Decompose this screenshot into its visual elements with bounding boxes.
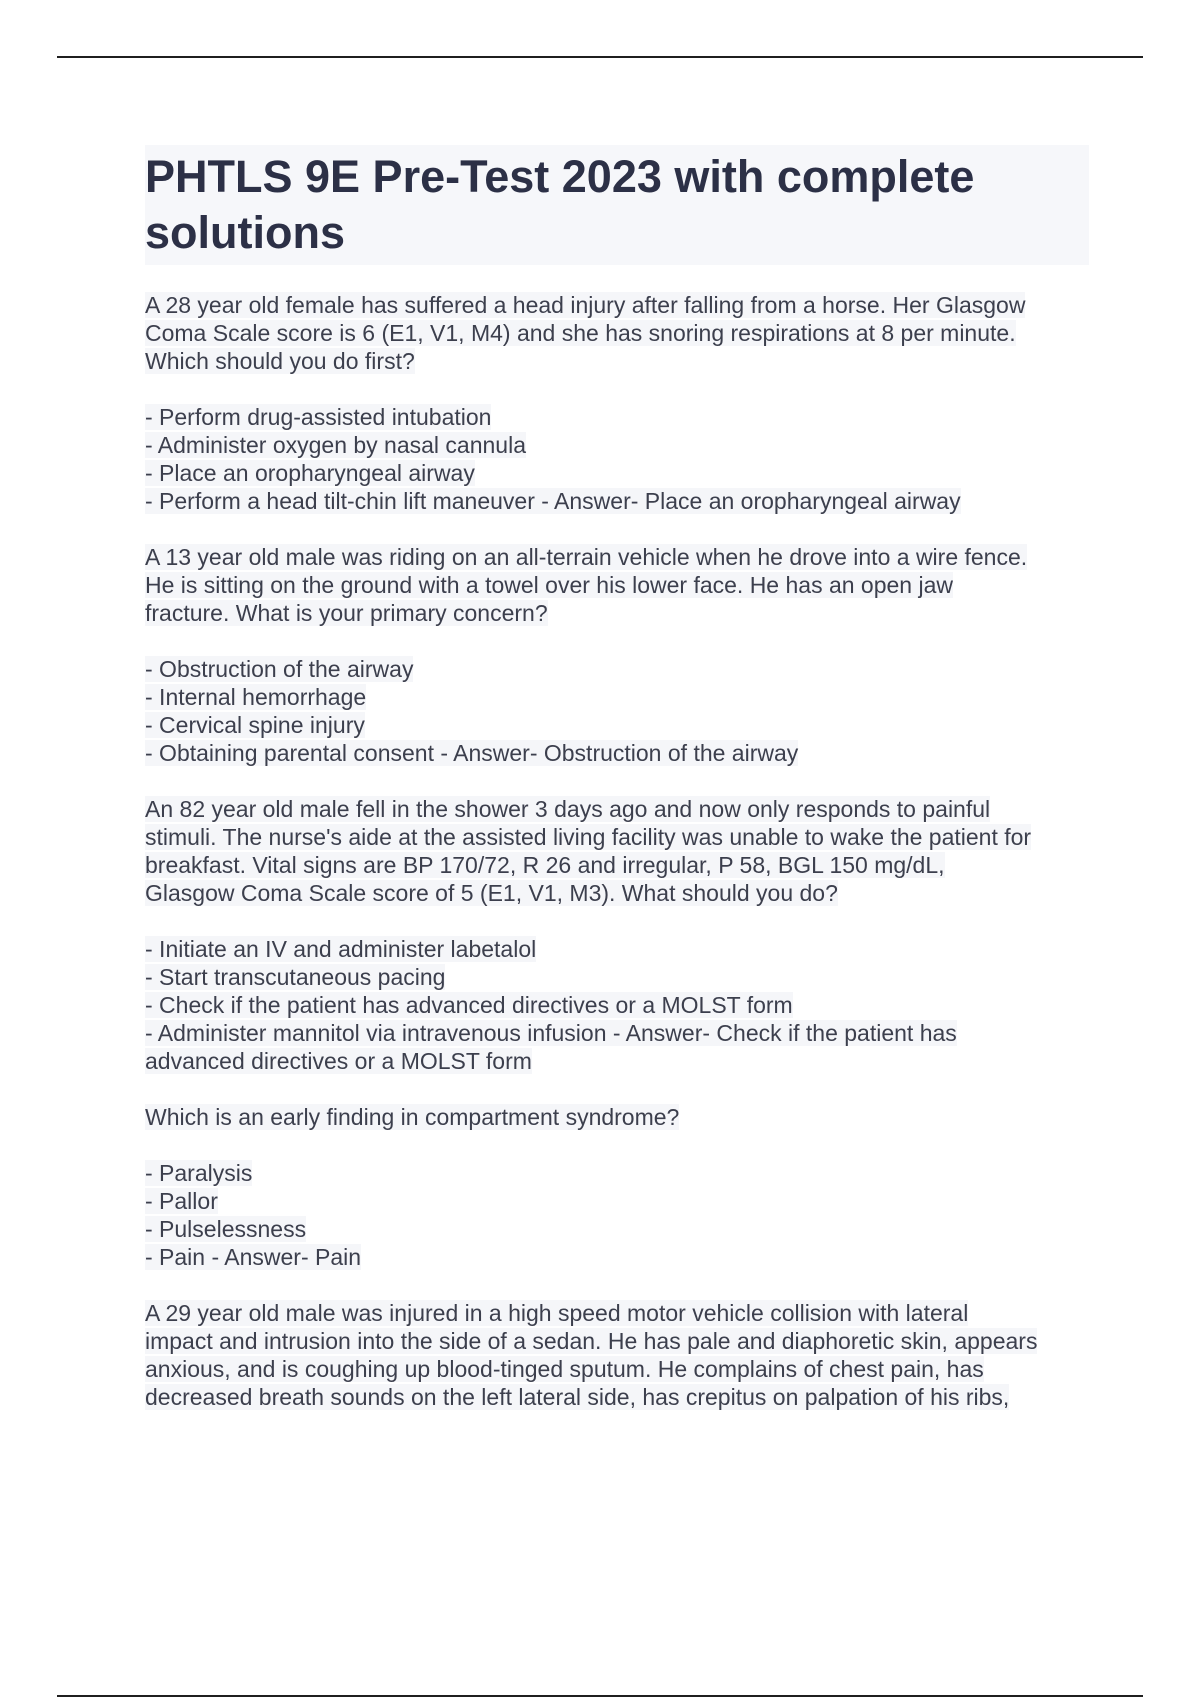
stem-line <box>145 851 1089 879</box>
question-stem <box>145 1103 1089 1131</box>
stem-line <box>145 319 1089 347</box>
stem-line-text: breakfast. Vital signs are BP 170/72, R 26 and irregular, P 58, BGL 150 mg/dL, <box>145 852 945 878</box>
question-stem <box>145 795 1089 907</box>
document-body <box>145 145 1089 1411</box>
option-line-text: - Administer mannitol via intravenous infusion - Answer- Check if the patient has <box>145 1020 957 1046</box>
stem-line <box>145 291 1089 319</box>
option-line-text: - Internal hemorrhage <box>145 684 367 710</box>
stem-line <box>145 1327 1089 1355</box>
option-line-text: - Obstruction of the airway <box>145 656 414 682</box>
answer-options <box>145 655 1089 767</box>
answer-options <box>145 403 1089 515</box>
question-block <box>145 1103 1089 1271</box>
option-line <box>145 991 1089 1019</box>
option-line <box>145 431 1089 459</box>
question-stem <box>145 543 1089 627</box>
document-title <box>145 145 1089 265</box>
stem-line <box>145 1103 1089 1131</box>
option-line <box>145 963 1089 991</box>
option-line <box>145 487 1089 515</box>
stem-line-text: A 13 year old male was riding on an all-terrain vehicle when he drove into a wire fence. <box>145 544 1028 570</box>
stem-line <box>145 571 1089 599</box>
option-line <box>145 655 1089 683</box>
stem-line-text: An 82 year old male fell in the shower 3 days ago and now only responds to painful <box>145 796 991 822</box>
option-line-text: - Obtaining parental consent - Answer- Obstruction of the airway <box>145 740 799 766</box>
stem-line-text: Coma Scale score is 6 (E1, V1, M4) and she has snoring respirations at 8 per minute. <box>145 320 1016 346</box>
stem-line <box>145 823 1089 851</box>
question-stem <box>145 291 1089 375</box>
stem-line-text: Which is an early finding in compartment syndrome? <box>145 1104 680 1130</box>
stem-line <box>145 1355 1089 1383</box>
option-line <box>145 935 1089 963</box>
stem-line <box>145 347 1089 375</box>
option-line-text: advanced directives or a MOLST form <box>145 1048 532 1074</box>
answer-options <box>145 935 1089 1075</box>
stem-line-text: impact and intrusion into the side of a sedan. He has pale and diaphoretic skin, appears <box>145 1328 1038 1354</box>
stem-line <box>145 795 1089 823</box>
option-line-text: - Pallor <box>145 1188 218 1214</box>
option-line-text: - Initiate an IV and administer labetalol <box>145 936 537 962</box>
option-line-text: - Cervical spine injury <box>145 712 365 738</box>
option-line <box>145 739 1089 767</box>
option-line <box>145 1243 1089 1271</box>
question-block <box>145 543 1089 767</box>
question-stem <box>145 1299 1089 1411</box>
bottom-rule <box>57 1695 1143 1697</box>
option-line-text: - Administer oxygen by nasal cannula <box>145 432 526 458</box>
spacer <box>145 1131 1089 1159</box>
option-line-text: - Pulselessness <box>145 1216 307 1242</box>
option-line-text: - Perform drug-assisted intubation <box>145 404 492 430</box>
stem-line <box>145 543 1089 571</box>
option-line <box>145 683 1089 711</box>
stem-line-text: A 29 year old male was injured in a high speed motor vehicle collision with lateral <box>145 1300 969 1326</box>
stem-line-text: Glasgow Coma Scale score of 5 (E1, V1, M3). What should you do? <box>145 880 838 906</box>
spacer <box>145 907 1089 935</box>
stem-line <box>145 599 1089 627</box>
option-line <box>145 1215 1089 1243</box>
spacer <box>145 627 1089 655</box>
top-rule <box>57 56 1143 58</box>
option-line-text: - Pain - Answer- Pain <box>145 1244 362 1270</box>
question-list <box>145 291 1089 1411</box>
stem-line <box>145 1299 1089 1327</box>
option-line <box>145 1047 1089 1075</box>
option-line <box>145 403 1089 431</box>
title-line-2: solutions <box>145 207 345 258</box>
answer-options <box>145 1159 1089 1271</box>
option-line-text: - Start transcutaneous pacing <box>145 964 446 990</box>
question-block <box>145 795 1089 1075</box>
option-line <box>145 1159 1089 1187</box>
question-block <box>145 1299 1089 1411</box>
option-line <box>145 1019 1089 1047</box>
stem-line-text: fracture. What is your primary concern? <box>145 600 548 626</box>
stem-line <box>145 879 1089 907</box>
stem-line-text: decreased breath sounds on the left lateral side, has crepitus on palpation of his ribs, <box>145 1384 1010 1410</box>
stem-line <box>145 1383 1089 1411</box>
spacer <box>145 375 1089 403</box>
option-line-text: - Place an oropharyngeal airway <box>145 460 475 486</box>
option-line <box>145 1187 1089 1215</box>
option-line-text: - Paralysis <box>145 1160 253 1186</box>
stem-line-text: stimuli. The nurse's aide at the assisted living facility was unable to wake the patient for <box>145 824 1032 850</box>
title-line-1: PHTLS 9E Pre-Test 2023 with complete <box>145 151 975 202</box>
stem-line-text: Which should you do first? <box>145 348 415 374</box>
option-line <box>145 711 1089 739</box>
option-line <box>145 459 1089 487</box>
stem-line-text: A 28 year old female has suffered a head injury after falling from a horse. Her Glasgow <box>145 292 1026 318</box>
stem-line-text: anxious, and is coughing up blood-tinged sputum. He complains of chest pain, has <box>145 1356 984 1382</box>
stem-line-text: He is sitting on the ground with a towel over his lower face. He has an open jaw <box>145 572 953 598</box>
option-line-text: - Perform a head tilt-chin lift maneuver - Answer- Place an oropharyngeal airway <box>145 488 961 514</box>
question-block <box>145 291 1089 515</box>
option-line-text: - Check if the patient has advanced directives or a MOLST form <box>145 992 793 1018</box>
